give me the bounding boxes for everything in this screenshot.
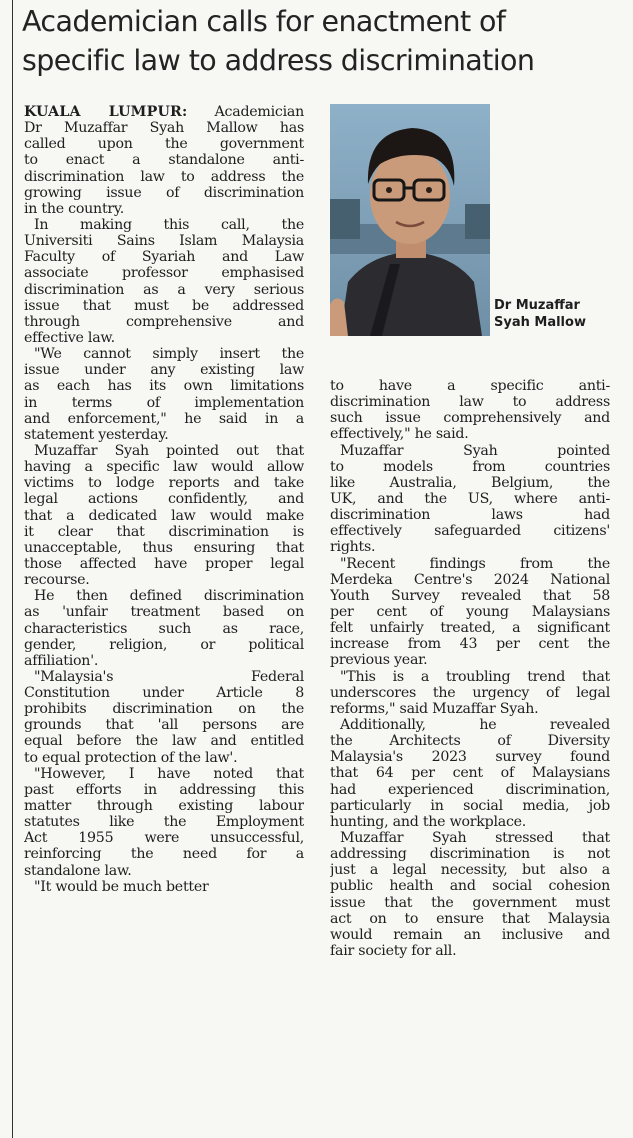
text-line: "However, I have noted that xyxy=(34,765,304,782)
text-line: legal actions confidently, and xyxy=(24,491,304,508)
text-line: to equal protection of the law'. xyxy=(24,749,238,766)
portrait-illustration xyxy=(330,104,490,336)
text-line: victims to lodge reports and take xyxy=(24,475,304,492)
text-line: discrimination laws had xyxy=(330,507,610,524)
caption-line-1: Dr Muzaffar xyxy=(494,298,580,313)
text-line: per cent of young Malaysians xyxy=(330,603,610,620)
text-line: issue that must be addressed xyxy=(24,297,304,314)
text-line: through comprehensive and xyxy=(24,313,304,330)
text-line: fair society for all. xyxy=(330,942,457,959)
headline xyxy=(22,2,628,80)
text-line: discrimination law to address xyxy=(330,394,610,411)
text-line: would remain an inclusive and xyxy=(330,926,610,943)
text-line: addressing discrimination is not xyxy=(330,846,610,863)
text-line: UK, and the US, where anti- xyxy=(330,490,610,507)
text-line: as 'unfair treatment based on xyxy=(24,604,304,621)
text-line: just a legal necessity, but also a xyxy=(330,862,610,879)
author-photo xyxy=(330,104,490,336)
text-line: the Architects of Diversity xyxy=(330,733,610,750)
text-line: effectively," he said. xyxy=(330,426,469,443)
text-line: growing issue of discrimination xyxy=(24,184,304,201)
text-line: "It would be much better xyxy=(34,878,209,895)
text-line: hunting, and the workplace. xyxy=(330,813,527,830)
text-line: discrimination as a very serious xyxy=(24,281,304,298)
text-line: previous year. xyxy=(330,652,428,669)
text-line: Additionally, he revealed xyxy=(340,716,610,733)
headline-line-1: Academician calls for enactment of xyxy=(22,5,506,38)
lead-text: Academician xyxy=(187,104,304,120)
headline-line-2: specific law to address discrimination xyxy=(22,44,535,77)
text-line: in the country. xyxy=(24,200,125,217)
text-line: discrimination law to address the xyxy=(24,168,304,185)
left-column-rule xyxy=(12,0,13,1138)
text-line: felt unfairly treated, a significant xyxy=(330,620,610,637)
text-line: those affected have proper legal xyxy=(24,555,304,572)
text-line: unacceptable, thus ensuring that xyxy=(24,539,304,556)
text-line: equal before the law and entitled xyxy=(24,733,304,750)
text-line xyxy=(24,104,304,120)
text-line: associate professor emphasised xyxy=(24,265,304,282)
text-line: prohibits discrimination on the xyxy=(24,701,304,718)
text-line: issue that the government must xyxy=(330,894,610,911)
text-line: statement yesterday. xyxy=(24,426,169,443)
text-line: in terms of implementation xyxy=(24,394,304,411)
text-line: effective law. xyxy=(24,329,115,346)
caption-line-2: Syah Mallow xyxy=(494,315,586,330)
text-line: Constitution under Article 8 xyxy=(24,685,304,702)
photo-caption xyxy=(494,297,614,331)
text-line: Muzaffar Syah pointed out that xyxy=(34,442,304,459)
text-line: it clear that discrimination is xyxy=(24,523,304,540)
text-line: statutes like the Employment xyxy=(24,814,304,831)
text-line: He then defined discrimination xyxy=(34,588,304,605)
text-line: effectively safeguarded citizens' xyxy=(330,523,610,540)
text-line: as each has its own limitations xyxy=(24,378,304,395)
text-line: act on to ensure that Malaysia xyxy=(330,910,610,927)
text-line: matter through existing labour xyxy=(24,798,304,815)
text-line: characteristics such as race, xyxy=(24,620,304,637)
text-line: underscores the urgency of legal xyxy=(330,684,610,701)
text-line: increase from 43 per cent the xyxy=(330,636,610,653)
text-line: reforms," said Muzaffar Syah. xyxy=(330,700,539,717)
article-right-column xyxy=(330,378,610,959)
article-left-column xyxy=(24,104,304,895)
text-line: to enact a standalone anti- xyxy=(24,152,304,169)
text-line: past efforts in addressing this xyxy=(24,781,304,798)
text-line: rights. xyxy=(330,539,376,556)
text-line: had experienced discrimination, xyxy=(330,781,610,798)
text-line: Malaysia's 2023 survey found xyxy=(330,749,610,766)
text-line: public health and social cohesion xyxy=(330,878,610,895)
text-line: issue under any existing law xyxy=(24,362,304,379)
text-line: "We cannot simply insert the xyxy=(34,346,304,363)
text-line: particularly in social media, job xyxy=(330,797,610,814)
text-line: affiliation'. xyxy=(24,652,99,669)
text-line: Youth Survey revealed that 58 xyxy=(330,587,610,604)
text-line: to have a specific anti- xyxy=(330,378,610,394)
text-line: like Australia, Belgium, the xyxy=(330,474,610,491)
text-line: Act 1955 were unsuccessful, xyxy=(24,830,304,847)
text-line: Merdeka Centre's 2024 National xyxy=(330,571,610,588)
text-line: Dr Muzaffar Syah Mallow has xyxy=(24,120,304,137)
text-line: and enforcement," he said in a xyxy=(24,410,304,427)
text-line: gender, religion, or political xyxy=(24,636,304,653)
text-line: recourse. xyxy=(24,572,90,589)
text-line: "Recent findings from the xyxy=(340,555,610,572)
dateline: KUALA LUMPUR: xyxy=(24,104,188,120)
text-line: "This is a troubling trend that xyxy=(340,668,610,685)
text-line: called upon the government xyxy=(24,136,304,153)
text-line: grounds that 'all persons are xyxy=(24,717,304,734)
text-line: Muzaffar Syah stressed that xyxy=(340,829,610,846)
text-line: Muzaffar Syah pointed xyxy=(340,442,610,459)
text-line: Universiti Sains Islam Malaysia xyxy=(24,233,304,250)
text-line: that 64 per cent of Malaysians xyxy=(330,765,610,782)
text-line: reinforcing the need for a xyxy=(24,846,304,863)
text-line: such issue comprehensively and xyxy=(330,410,610,427)
text-line: to models from countries xyxy=(330,458,610,475)
text-line: having a specific law would allow xyxy=(24,459,304,476)
text-line: "Malaysia's Federal xyxy=(34,668,304,685)
text-line: standalone law. xyxy=(24,862,132,879)
text-line: Faculty of Syariah and Law xyxy=(24,249,304,266)
text-line: In making this call, the xyxy=(34,216,304,233)
text-line: that a dedicated law would make xyxy=(24,507,304,524)
